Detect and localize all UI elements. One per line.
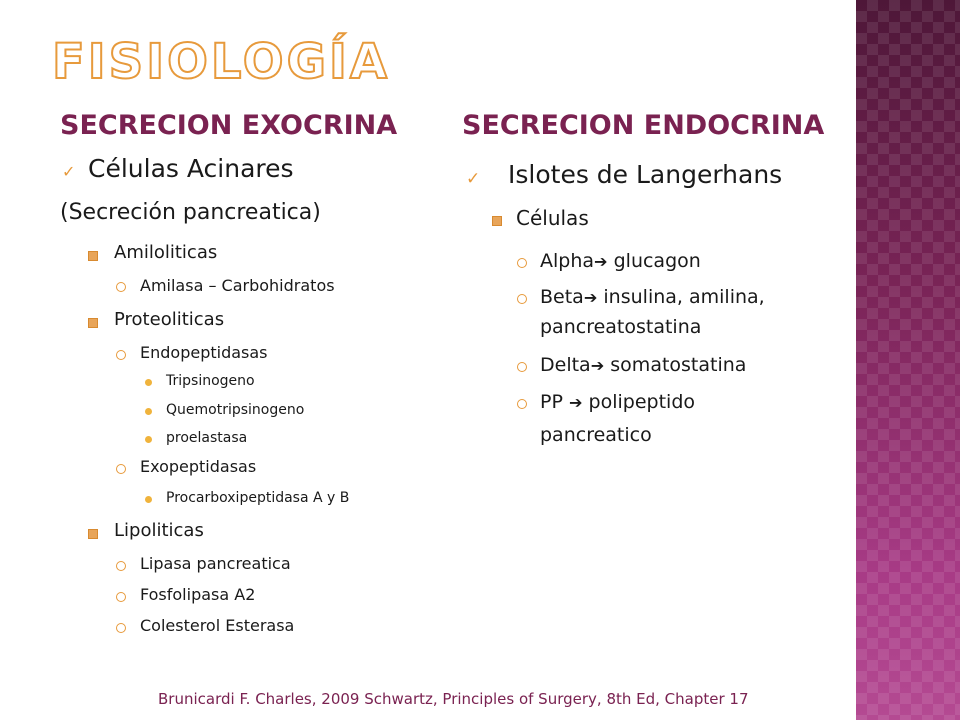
circle-bullet-icon: [517, 362, 527, 372]
chymotrypsinogen-item: Quemotripsinogeno: [166, 402, 305, 418]
phospholipase-item: Fosfolipasa A2: [140, 585, 256, 604]
square-bullet-icon: [492, 216, 502, 226]
dot-bullet-icon: [145, 408, 152, 415]
procarboxypeptidase-item: Procarboxipeptidasa A y B: [166, 490, 350, 506]
delta-item: [540, 354, 746, 376]
alpha-item: [540, 250, 701, 272]
circle-bullet-icon: [517, 258, 527, 268]
trypsinogen-item: Tripsinogeno: [166, 373, 255, 389]
circle-bullet-icon: [116, 592, 126, 602]
cells-label: Células: [516, 206, 589, 230]
square-bullet-icon: [88, 318, 98, 328]
square-bullet-icon: [88, 251, 98, 261]
citation-footer: Brunicardi F. Charles, 2009 Schwartz, Principles of Surgery, 8th Ed, Chapter 17: [158, 690, 749, 708]
beta-value-continued: pancreatostatina: [540, 316, 702, 338]
pp-value: polipeptido: [588, 391, 696, 413]
circle-bullet-icon: [517, 399, 527, 409]
circle-bullet-icon: [116, 282, 126, 292]
proteolytic-label: Proteoliticas: [114, 309, 225, 330]
alpha-name: Alpha: [540, 250, 595, 272]
beta-value: insulina, amilina,: [603, 286, 765, 308]
circle-bullet-icon: [116, 561, 126, 571]
endopeptidases-item: Endopeptidasas: [140, 343, 268, 362]
beta-name: Beta: [540, 286, 584, 308]
arrow-right-icon: ➔: [590, 356, 605, 375]
endocrine-heading: SECRECION ENDOCRINA: [462, 110, 825, 141]
circle-bullet-icon: [517, 294, 527, 304]
lipolytic-label: Lipoliticas: [114, 520, 204, 541]
arrow-right-icon: ➔: [583, 288, 598, 307]
slide-title: FISIOLOGÍA: [52, 34, 390, 90]
alpha-value: glucagon: [613, 250, 701, 272]
dot-bullet-icon: [145, 436, 152, 443]
acinar-cells-label: Células Acinares: [88, 154, 294, 183]
exocrine-heading: SECRECION EXOCRINA: [60, 110, 398, 141]
langerhans-islets-label: Islotes de Langerhans: [508, 160, 783, 189]
beta-item: [540, 286, 765, 308]
exopeptidases-item: Exopeptidasas: [140, 457, 257, 476]
arrow-right-icon: ➔: [594, 252, 608, 271]
dot-bullet-icon: [145, 496, 152, 503]
cholesterol-esterase-item: Colesterol Esterasa: [140, 616, 295, 635]
check-icon: ✓: [62, 162, 76, 181]
dot-bullet-icon: [145, 379, 152, 386]
pancreatic-secretion-note: (Secreción pancreatica): [60, 200, 321, 225]
circle-bullet-icon: [116, 464, 126, 474]
pancreatic-lipase-item: Lipasa pancreatica: [140, 554, 291, 573]
pp-item: [540, 391, 695, 413]
amyloytic-label: Amiloliticas: [114, 242, 218, 263]
check-icon: ✓: [466, 169, 481, 189]
amylase-item: Amilasa – Carbohidratos: [140, 276, 335, 295]
circle-bullet-icon: [116, 623, 126, 633]
delta-value: somatostatina: [610, 354, 747, 376]
proelastase-item: proelastasa: [166, 430, 248, 446]
circle-bullet-icon: [116, 350, 126, 360]
decorative-side-band: [856, 0, 960, 720]
pp-value-continued: pancreatico: [540, 424, 652, 446]
pp-name: PP: [540, 391, 569, 413]
arrow-right-icon: ➔: [568, 393, 583, 412]
square-bullet-icon: [88, 529, 98, 539]
delta-name: Delta: [540, 354, 591, 376]
